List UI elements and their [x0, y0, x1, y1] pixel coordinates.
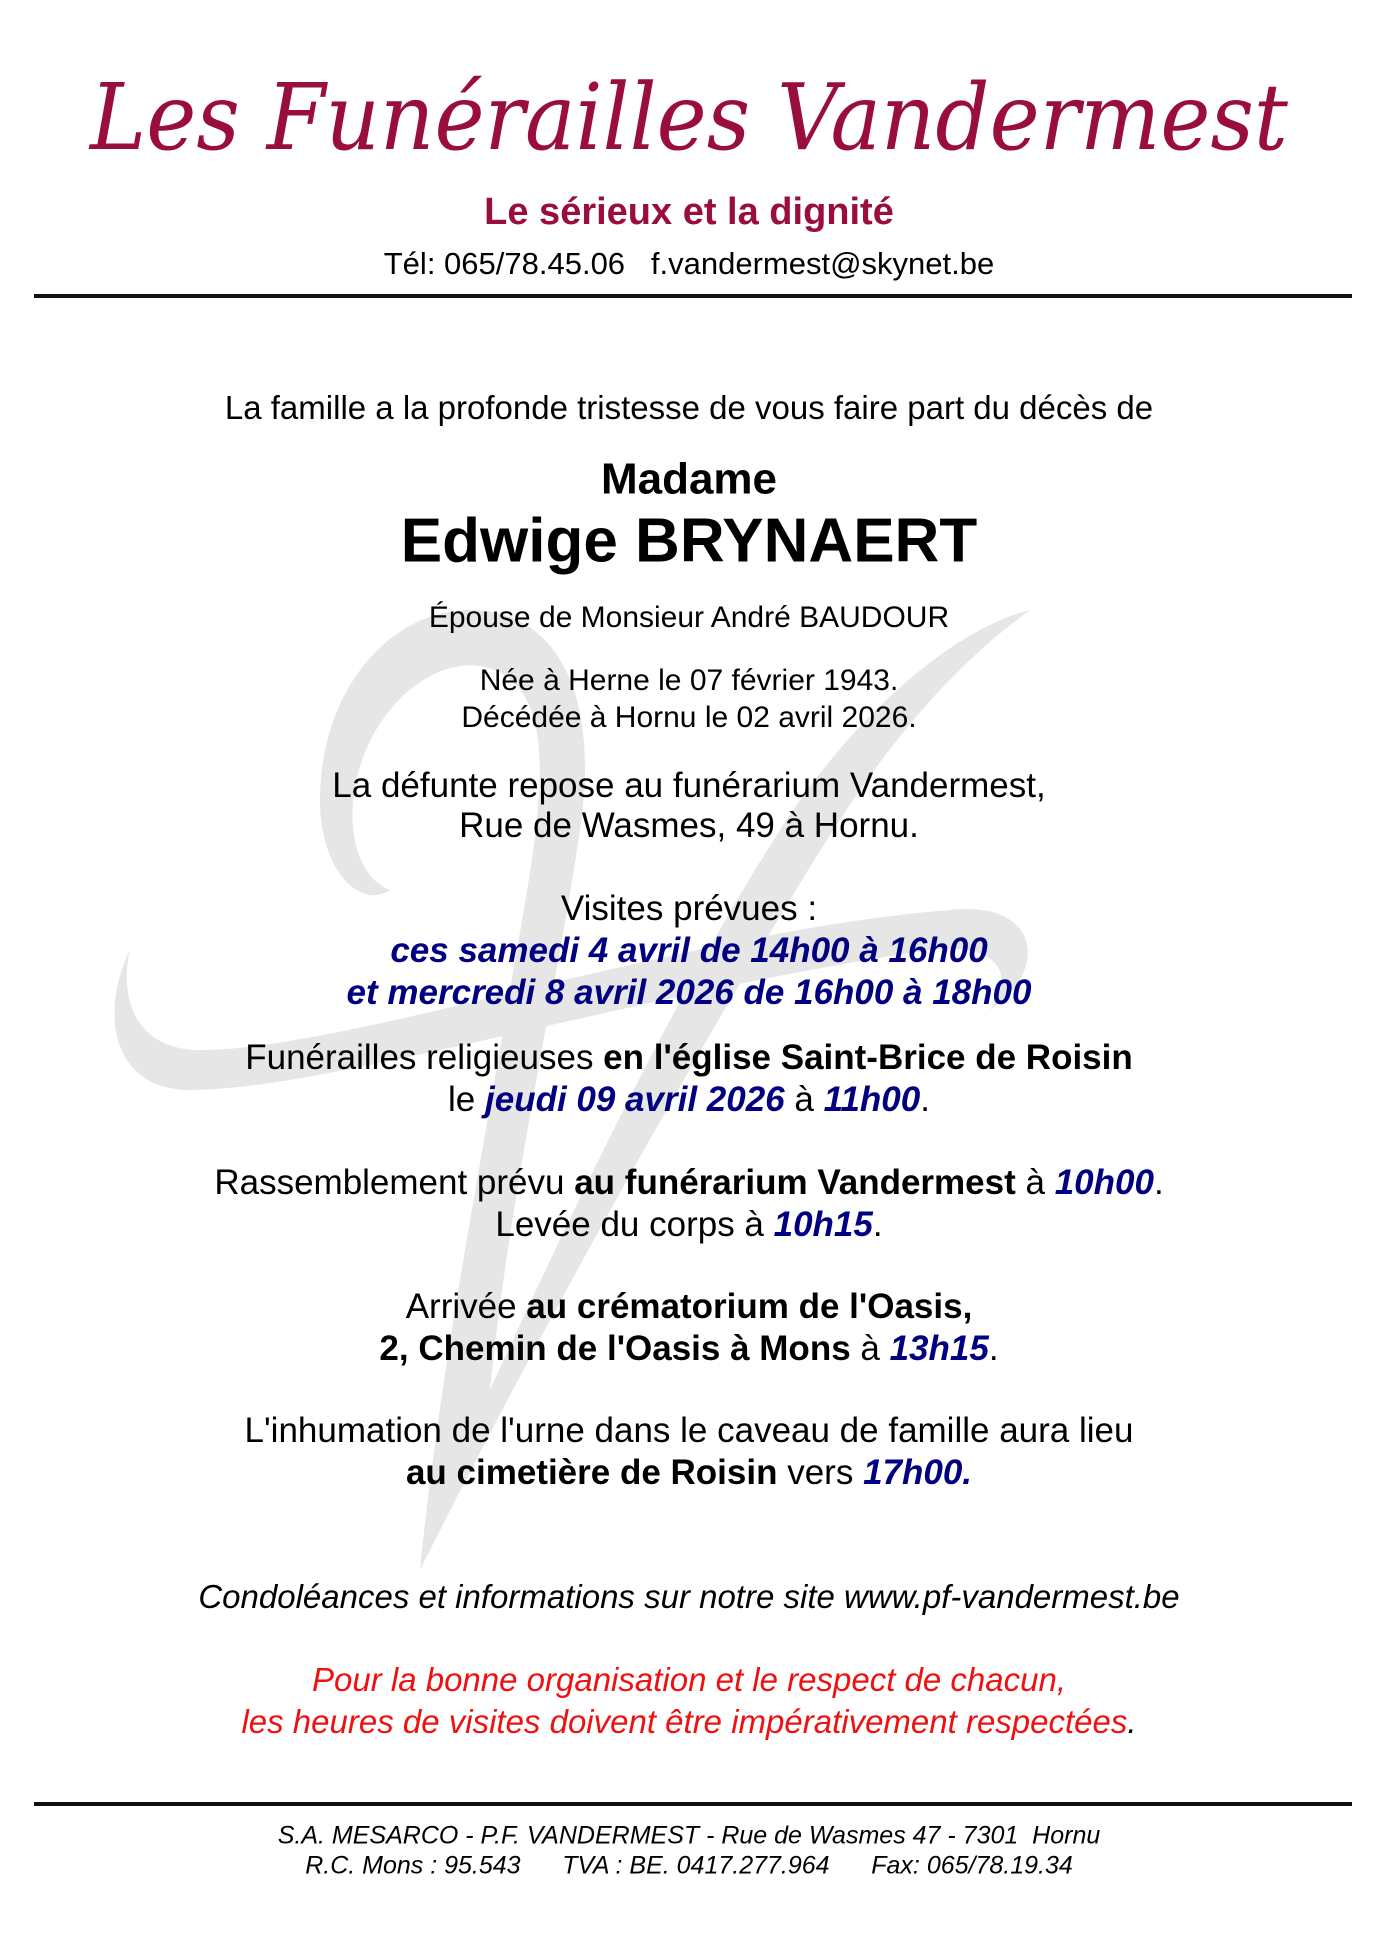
crematorium-text: Arrivée [405, 1286, 527, 1326]
header-divider [34, 294, 1352, 298]
crematorium-line-2 [0, 1329, 1378, 1369]
crematorium-line-1 [0, 1287, 1378, 1327]
visits-line-2: et mercredi 8 avril 2026 de 16h00 à 18h00 [346, 972, 1032, 1012]
lift-text: . [872, 1204, 883, 1244]
funeral-text: le [448, 1079, 485, 1119]
company-name: Les Funérailles Vandermest [90, 64, 1288, 172]
warning-line-2 [0, 1703, 1378, 1741]
footer-line-2: R.C. Mons : 95.543 TVA : BE. 0417.277.964 Fax: 065/78.19.34 [305, 1851, 1073, 1880]
burial-text: vers [777, 1452, 864, 1492]
intro-text: La famille a la profonde tristesse de vous faire part du décès de [224, 389, 1154, 427]
funeral-date: jeudi 09 avril 2026 [485, 1079, 785, 1119]
gathering-text: Rassemblement prévu [214, 1162, 575, 1202]
spouse-line: Épouse de Monsieur André BAUDOUR [428, 600, 950, 634]
funeral-time: 11h00 [823, 1079, 921, 1119]
burial-time: 17h00. [863, 1452, 973, 1492]
footer-line-1: S.A. MESARCO - P.F. VANDERMEST - Rue de Wasmes 47 - 7301 Hornu [277, 1821, 1101, 1850]
funeral-line-1 [0, 1038, 1378, 1078]
visits-label: Visites prévues : [560, 888, 818, 928]
crematorium-text: à [850, 1328, 890, 1368]
burial-line-1: L'inhumation de l'urne dans le caveau de famille aura lieu [244, 1410, 1134, 1450]
birth-line: Née à Herne le 07 février 1943. [479, 663, 899, 697]
burial-line-2 [0, 1453, 1378, 1493]
visits-line-1: ces samedi 4 avril de 14h00 à 16h00 [390, 930, 988, 970]
warning-period: . [1127, 1703, 1137, 1741]
lift-line [0, 1205, 1378, 1245]
footer-divider [34, 1802, 1352, 1806]
civility: Madame [600, 454, 778, 504]
funeral-place: en l'église Saint-Brice de Roisin [603, 1037, 1133, 1077]
contact-info: Tél: 065/78.45.06 f.vandermest@skynet.be [383, 246, 995, 282]
crematorium-address: 2, Chemin de l'Oasis à Mons [379, 1328, 851, 1368]
burial-place: au cimetière de Roisin [405, 1452, 778, 1492]
warning-text: les heures de visites doivent être impérativement respectées [241, 1703, 1128, 1741]
death-line: Décédée à Hornu le 02 avril 2026. [461, 700, 917, 734]
funeral-line-2 [0, 1080, 1378, 1120]
gathering-text: à [1015, 1162, 1055, 1202]
funeral-text: à [784, 1079, 824, 1119]
condolences-line: Condoléances et informations sur notre site www.pf-vandermest.be [198, 1578, 1180, 1616]
funeral-text: Funérailles religieuses [245, 1037, 604, 1077]
tagline: Le sérieux et la dignité [484, 191, 894, 234]
lift-time: 10h15 [773, 1204, 873, 1244]
funeral-text: . [920, 1079, 930, 1119]
crematorium-place: au crématorium de l'Oasis, [526, 1286, 973, 1326]
crematorium-time: 13h15 [889, 1328, 989, 1368]
crematorium-text: . [988, 1328, 999, 1368]
gathering-line [0, 1163, 1378, 1203]
gathering-text: . [1153, 1162, 1164, 1202]
rest-line-1: La défunte repose au funérarium Vandermest, [332, 765, 1046, 805]
gathering-time: 10h00 [1054, 1162, 1154, 1202]
deceased-name: Edwige BRYNAERT [400, 506, 978, 576]
rest-line-2: Rue de Wasmes, 49 à Hornu. [459, 805, 919, 845]
warning-line-1: Pour la bonne organisation et le respect de chacun, [311, 1661, 1066, 1699]
lift-text: Levée du corps à [495, 1204, 774, 1244]
gathering-place: au funérarium Vandermest [574, 1162, 1016, 1202]
